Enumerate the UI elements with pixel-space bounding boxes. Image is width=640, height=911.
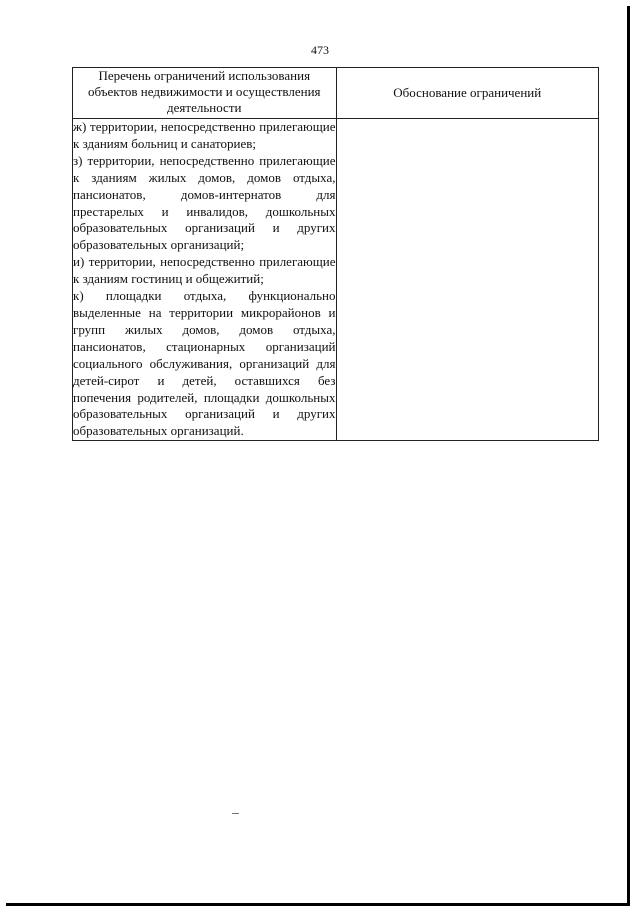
- header-restrictions-list: Перечень ограничений использования объектов недвижимости и осуществления деятельности: [73, 68, 337, 119]
- table-header-row: [73, 68, 599, 119]
- scan-artifact: [232, 813, 239, 814]
- table-row: [73, 119, 599, 441]
- list-item-z: з) территории, непосредственно прилегающие к зданиям жилых домов, домов отдыха, пансионатов, домов-интернатов для престарелых и инвалидов, дошкольных образовательных организаций и других образовательных организаций;: [73, 152, 336, 253]
- restrictions-table: [72, 67, 599, 441]
- list-item-zh: ж) территории, непосредственно прилегающие к зданиям больниц и санаториев;: [73, 119, 336, 151]
- restrictions-cell: [73, 119, 337, 441]
- header-justification: Обоснование ограничений: [336, 68, 599, 119]
- justification-cell: [336, 119, 599, 441]
- list-item-k: к) площадки отдыха, функционально выделенные на территории микрорайонов и групп жилых домов, домов отдыха, пансионатов, стационарных организаций социального обслуживания, организаций для детей-сирот и детей, оставшихся без попечения родителей, площадки дошкольных образовательных организаций и других образовательных организаций.: [73, 288, 336, 439]
- list-item-i: и) территории, непосредственно прилегающие к зданиям гостиниц и общежитий;: [73, 254, 336, 287]
- page-number: 473: [311, 43, 329, 57]
